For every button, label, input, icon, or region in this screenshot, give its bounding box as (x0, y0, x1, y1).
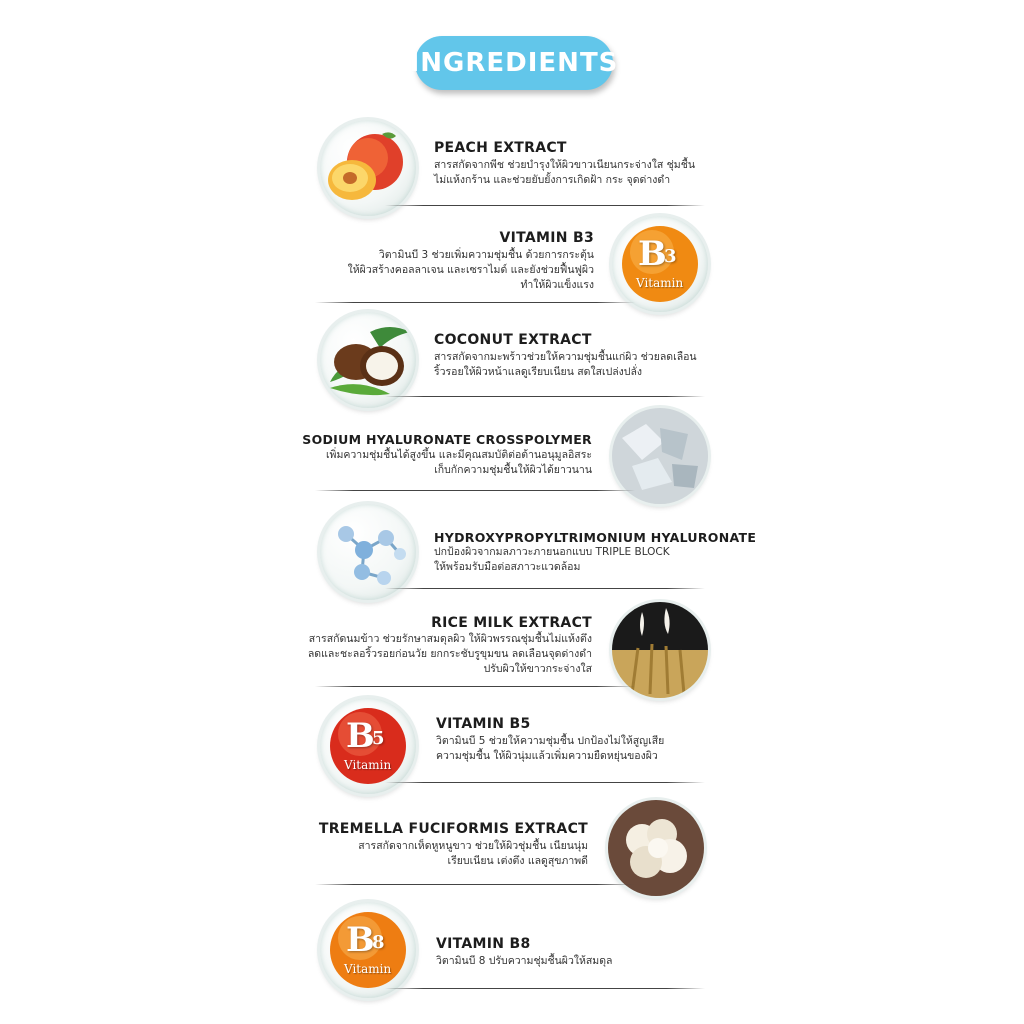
ingredient-row-rice-milk (0, 600, 1024, 700)
ingredient-name: COCONUT EXTRACT (434, 332, 592, 348)
ingredient-desc: สารสกัดจากเห็ดหูหนูขาว ช่วยให้ผิวชุ่มชื้น เนียนนุ่ม เรียบเนียน เต่งตึง แลดูสุขภาพดี (358, 840, 588, 867)
ingredient-name: HYDROXYPROPYLTRIMONIUM HYALURONATE (434, 530, 757, 545)
divider (385, 396, 705, 397)
ingredient-row-coconut (0, 312, 1024, 408)
ingredient-desc: วิตามินบี 8 ปรับความชุ่มชื้นผิวให้สมดุล (436, 955, 613, 967)
divider (385, 588, 705, 589)
divider (315, 302, 635, 303)
tremella-image (608, 800, 704, 896)
divider (315, 490, 635, 491)
ingredient-row-sodium-hyaluronate (0, 408, 1024, 504)
ingredient-desc: วิตามินบี 3 ช่วยเพิ่มความชุ่มชื้น ด้วยการกระตุ้น ให้ผิวสร้างคอลลาเจน และเซราไมด์ และยังช่วยฟื้นฟูผิว ทำให้ผิวแข็งแรง (347, 249, 594, 291)
vitamin-number: 8 (372, 932, 385, 953)
ingredient-desc: เพิ่มความชุ่มชื้นได้สูงขึ้น และมีคุณสมบัติต่อต้านอนุมูลอิสระ เก็บกักความชุ่มชื้นให้ผิวได้ยาวนาน (325, 449, 592, 476)
ingredient-desc: วิตามินบี 5 ช่วยให้ความชุ่มชื้น ปกป้องไม่ให้สูญเสีย ความชุ่มชื้น ให้ผิวนุ่มแล้วเพิ่มความยืดหยุ่นของผิว (436, 735, 665, 762)
ingredient-name: VITAMIN B3 (499, 230, 594, 246)
ingredient-row-hydroxypropyltrimonium (0, 504, 1024, 600)
ingredient-desc: สารสกัดจากพีช ช่วยบำรุงให้ผิวขาวเนียนกระจ่างใส ชุ่มชื้น ไม่แห้งกร้าน และช่วยยับยั้งการเกิดฝ้า กระ จุดด่างดำ (434, 159, 696, 186)
vitamin-b3-badge (612, 216, 708, 312)
vitamin-word: Vitamin (344, 758, 392, 772)
ingredients-title: INGREDIENTS (415, 36, 613, 90)
ingredient-name: VITAMIN B8 (436, 936, 531, 952)
ingredient-name: VITAMIN B5 (436, 716, 531, 732)
divider (385, 782, 705, 783)
divider (315, 686, 635, 687)
vitamin-number: 5 (372, 728, 385, 749)
ingredient-row-vitamin-b8 (0, 902, 1024, 998)
vitamin-number: 3 (664, 246, 677, 267)
vitamin-letter: B (346, 920, 375, 960)
ingredient-desc: สารสกัดนมข้าว ช่วยรักษาสมดุลผิว ให้ผิวพรรณชุ่มชื้นไม่แห้งตึง ลดและชะลอริ้วรอยก่อนวัย ยกกระชับรูขุมขน ลดเลือนจุดด่างดำ ปรับผิวให้ขาวกระจ่างใส (307, 633, 592, 675)
coconut-image (320, 312, 416, 408)
vitamin-letter: B (638, 234, 667, 274)
divider (315, 884, 635, 885)
ingredient-row-vitamin-b5 (0, 698, 1024, 794)
ingredient-row-tremella (0, 798, 1024, 898)
divider (385, 205, 705, 206)
vitamin-b5-badge (320, 698, 416, 794)
ingredient-desc: สารสกัดจากมะพร้าวช่วยให้ความชุ่มชื้นแก่ผิว ช่วยลดเลือน ริ้วรอยให้ผิวหน้าแลดูเรียบเนียน สดใสเปล่งปลั่ง (434, 351, 697, 378)
rice-milk-image (612, 602, 708, 698)
ingredient-row-peach (0, 120, 1024, 216)
ingredient-row-vitamin-b3 (0, 216, 1024, 312)
vitamin-word: Vitamin (344, 962, 392, 976)
vitamin-b8-badge (320, 902, 416, 998)
ingredient-desc: ปกป้องผิวจากมลภาวะภายนอกแบบ TRIPLE BLOCK ให้พร้อมรับมือต่อสภาวะแวดล้อม (434, 546, 670, 573)
divider (385, 988, 705, 989)
ingredient-name: RICE MILK EXTRACT (431, 615, 592, 631)
molecule-image (320, 504, 416, 600)
peach-image (320, 120, 416, 216)
ingredient-name: SODIUM HYALURONATE CROSSPOLYMER (302, 432, 592, 447)
vitamin-word: Vitamin (636, 276, 684, 290)
ingredient-name: TREMELLA FUCIFORMIS EXTRACT (318, 821, 588, 837)
vitamin-letter: B (346, 716, 375, 756)
ingredient-name: PEACH EXTRACT (434, 140, 567, 156)
